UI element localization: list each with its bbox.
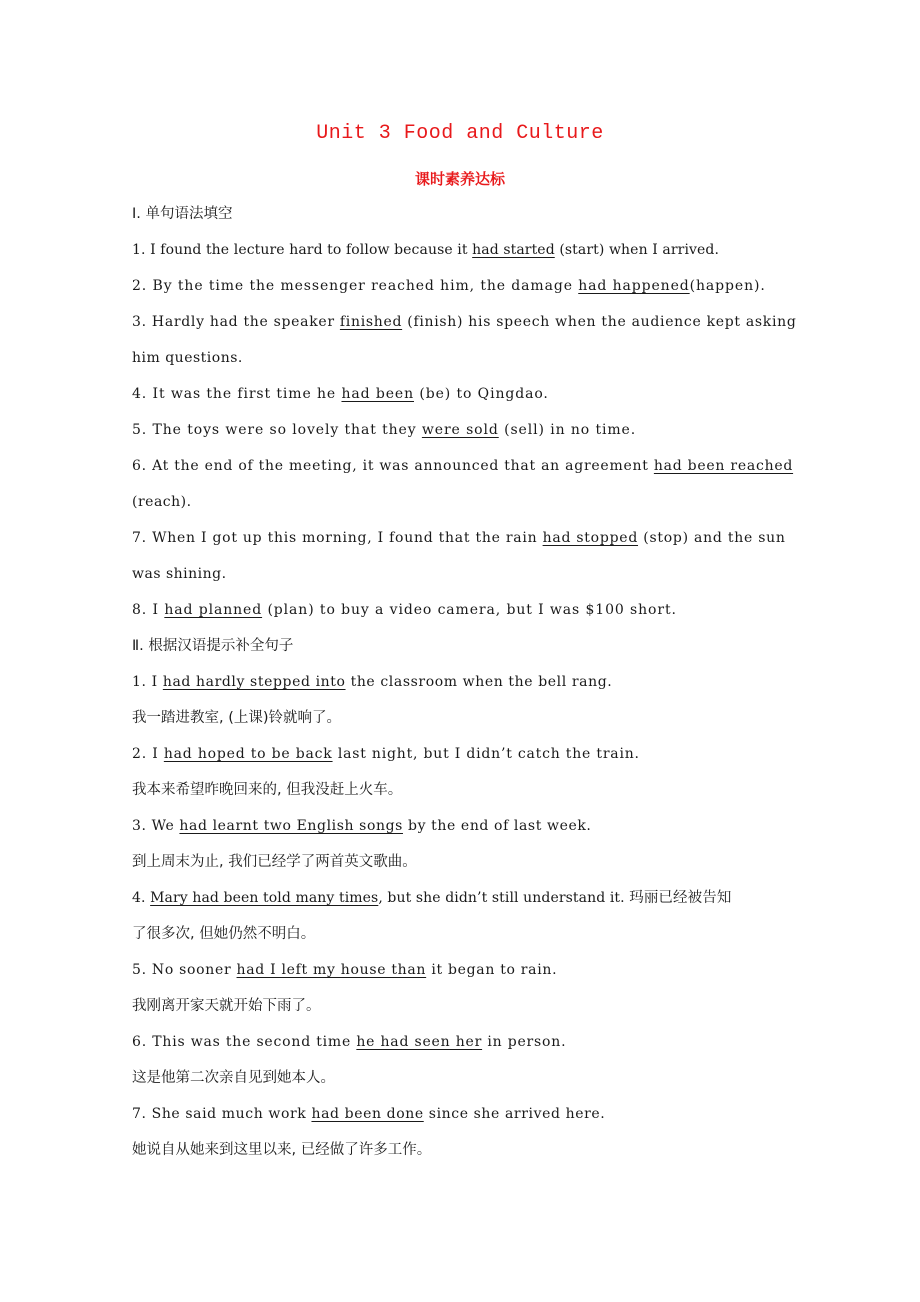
section-1-heading: Ⅰ. 单句语法填空 [132, 206, 233, 222]
answer: he had seen her [356, 1034, 483, 1050]
answer: had happened [578, 278, 690, 294]
chinese-hint: 她说自从她来到这里以来, 已经做了许多工作。 [132, 1142, 432, 1158]
list-item: 7. When I got up this morning, I found that the rain had stopped (stop) and the sun [132, 530, 786, 546]
answer: had been done [311, 1106, 424, 1122]
chinese-hint: 我一踏进教室, (上课)铃就响了。 [132, 710, 342, 726]
chinese-hint: 到上周末为止, 我们已经学了两首英文歌曲。 [132, 854, 417, 870]
list-item-continuation: him questions. [132, 350, 243, 366]
chinese-hint: 这是他第二次亲自见到她本人。 [132, 1070, 335, 1086]
chinese-hint: 我刚离开家天就开始下雨了。 [132, 998, 321, 1014]
list-item: 5. No sooner had I left my house than it began to rain. [132, 962, 558, 978]
list-item: 2. I had hoped to be back last night, but I didn’t catch the train. [132, 746, 640, 762]
answer: had hardly stepped into [162, 674, 346, 690]
list-item: 6. At the end of the meeting, it was announced that an agreement had been reached [132, 458, 794, 474]
list-item: 4. It was the first time he had been (be) to Qingdao. [132, 386, 549, 402]
chinese-hint: 了很多次, 但她仍然不明白。 [132, 926, 316, 942]
answer: finished [339, 314, 403, 330]
answer: had stopped [542, 530, 639, 546]
answer: had been [341, 386, 414, 402]
list-item: 3. Hardly had the speaker finished (finish) his speech when the audience kept asking [132, 314, 797, 330]
list-item: 2. By the time the messenger reached him, the damage had happened(happen). [132, 278, 766, 294]
list-item: 5. The toys were so lovely that they were sold (sell) in no time. [132, 422, 637, 438]
list-item: 3. We had learnt two English songs by the end of last week. [132, 818, 592, 834]
chinese-hint: 我本来希望昨晚回来的, 但我没赶上火车。 [132, 782, 403, 798]
list-item: 1. I had hardly stepped into the classroom when the bell rang. [132, 674, 613, 690]
answer: had learnt two English songs [179, 818, 403, 834]
list-item: 8. I had planned (plan) to buy a video camera, but I was $100 short. [132, 602, 677, 618]
answer: had hoped to be back [163, 746, 333, 762]
section-2-heading: Ⅱ. 根据汉语提示补全句子 [132, 638, 294, 654]
page-subtitle: 课时素养达标 [414, 170, 505, 188]
list-item-continuation: (reach). [132, 494, 192, 510]
list-item: 6. This was the second time he had seen her in person. [132, 1034, 567, 1050]
answer: Mary had been told many times [150, 890, 379, 906]
page-title: Unit 3 Food and Culture [316, 122, 604, 145]
answer: had planned [164, 602, 263, 618]
answer: had been reached [653, 458, 794, 474]
list-item: 4. Mary had been told many times, but she didn’t still understand it. 玛丽已经被告知 [132, 890, 732, 906]
answer: had started [472, 242, 555, 258]
list-item: 7. She said much work had been done since she arrived here. [132, 1106, 606, 1122]
list-item-continuation: was shining. [132, 566, 227, 582]
answer: were sold [421, 422, 499, 438]
list-item: 1. I found the lecture hard to follow because it had started (start) when I arrived. [132, 242, 720, 258]
answer: had I left my house than [236, 962, 427, 978]
